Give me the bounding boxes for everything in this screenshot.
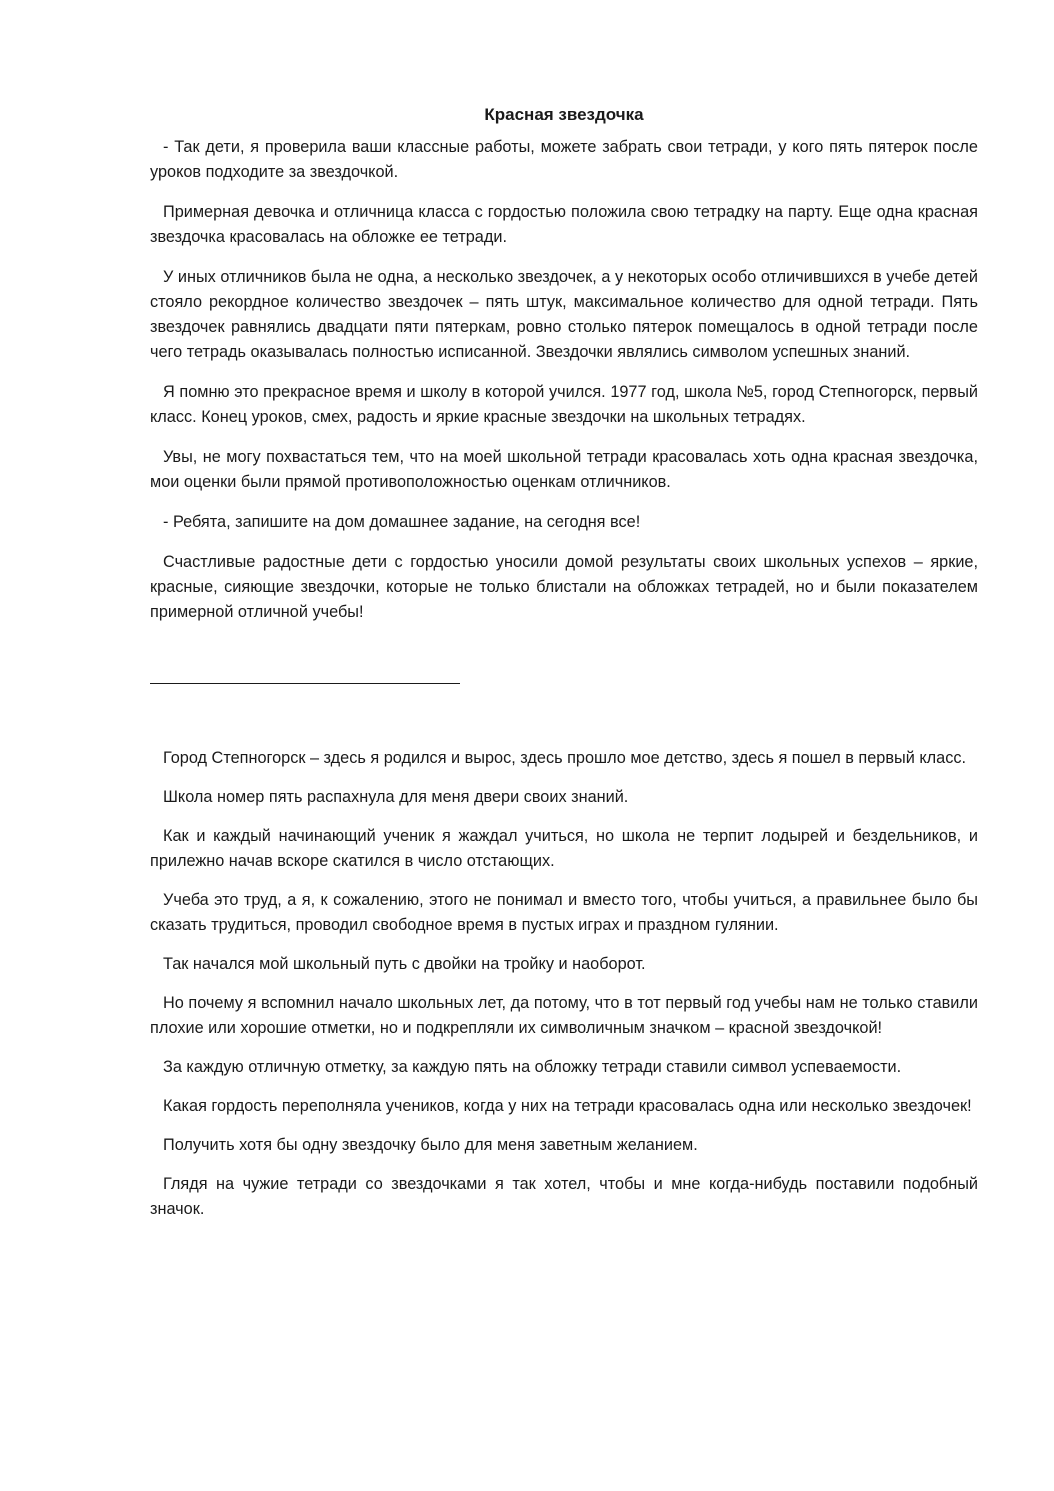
paragraph: Примерная девочка и отличница класса с гордостью положила свою тетрадку на парту. Еще одна красная звездочка красовалась на обложке ее тетради. bbox=[150, 203, 978, 246]
paragraph: Так начался мой школьный путь с двойки на тройку и наоборот. bbox=[163, 955, 646, 973]
paragraph: Но почему я вспомнил начало школьных лет, да потому, что в тот первый год учебы нам не только ставили плохие или хорошие отметки, но и подкрепляли их символичным значком – красной звездочкой! bbox=[150, 994, 978, 1037]
spacer bbox=[150, 684, 978, 746]
document-title: Красная звездочка bbox=[484, 105, 644, 124]
paragraph: Я помню это прекрасное время и школу в которой учился. 1977 год, школа №5, город Степногорск, первый класс. Конец уроков, смех, радость и яркие красные звездочки на школьных тетрадях. bbox=[150, 383, 978, 426]
paragraph: Школа номер пять распахнула для меня двери своих знаний. bbox=[163, 788, 629, 806]
section-part-2 bbox=[150, 746, 978, 1222]
document-body bbox=[150, 102, 978, 1236]
paragraph: Получить хотя бы одну звездочку было для меня заветным желанием. bbox=[163, 1136, 698, 1154]
paragraph: Глядя на чужие тетради со звездочками я так хотел, чтобы и мне когда-нибудь поставили подобный значок. bbox=[150, 1175, 978, 1218]
paragraph: Как и каждый начинающий ученик я жаждал учиться, но школа не терпит лодырей и бездельников, и прилежно начав вскоре скатился в число отстающих. bbox=[150, 827, 978, 870]
section-part-1 bbox=[150, 135, 978, 625]
paragraph: Учеба это труд, а я, к сожалению, этого не понимал и вместо того, чтобы учиться, а правильнее было бы сказать трудиться, проводил свободное время в пустых играх и праздном гулянии. bbox=[150, 891, 978, 934]
paragraph: - Так дети, я проверила ваши классные работы, можете забрать свои тетради, у кого пять пятерок после уроков подходите за звездочкой. bbox=[150, 138, 978, 181]
paragraph: Какая гордость переполняла учеников, когда у них на тетради красовалась одна или несколько звездочек! bbox=[163, 1097, 972, 1115]
paragraph: Увы, не могу похвастаться тем, что на моей школьной тетради красовалась хоть одна красная звездочка, мои оценки были прямой противоположностью оценкам отличников. bbox=[150, 448, 978, 491]
paragraph: У иных отличников была не одна, а несколько звездочек, а у некоторых особо отличившихся в учебе детей стояло рекордное количество звездочек – пять штук, максимальное количество для одной тетради. Пять звездочек равнялись двадцати пяти пятеркам, ровно столько пятерок помещалось в одной тетради после чего тетрадь оказывалась полностью исписанной. Звездочки являлись символом успешных знаний. bbox=[150, 268, 978, 361]
paragraph: За каждую отличную отметку, за каждую пять на обложку тетради ставили символ успеваемости. bbox=[163, 1058, 902, 1076]
spacer bbox=[150, 640, 978, 683]
paragraph: - Ребята, запишите на дом домашнее задание, на сегодня все! bbox=[163, 513, 641, 531]
paragraph: Счастливые радостные дети с гордостью уносили домой результаты своих школьных успехов – яркие, красные, сияющие звездочки, которые не только блистали на обложках тетрадей, но и были показателем примерной отличной учебы! bbox=[150, 553, 978, 621]
paragraph: Город Степногорск – здесь я родился и вырос, здесь прошло мое детство, здесь я пошел в первый класс. bbox=[163, 749, 966, 767]
